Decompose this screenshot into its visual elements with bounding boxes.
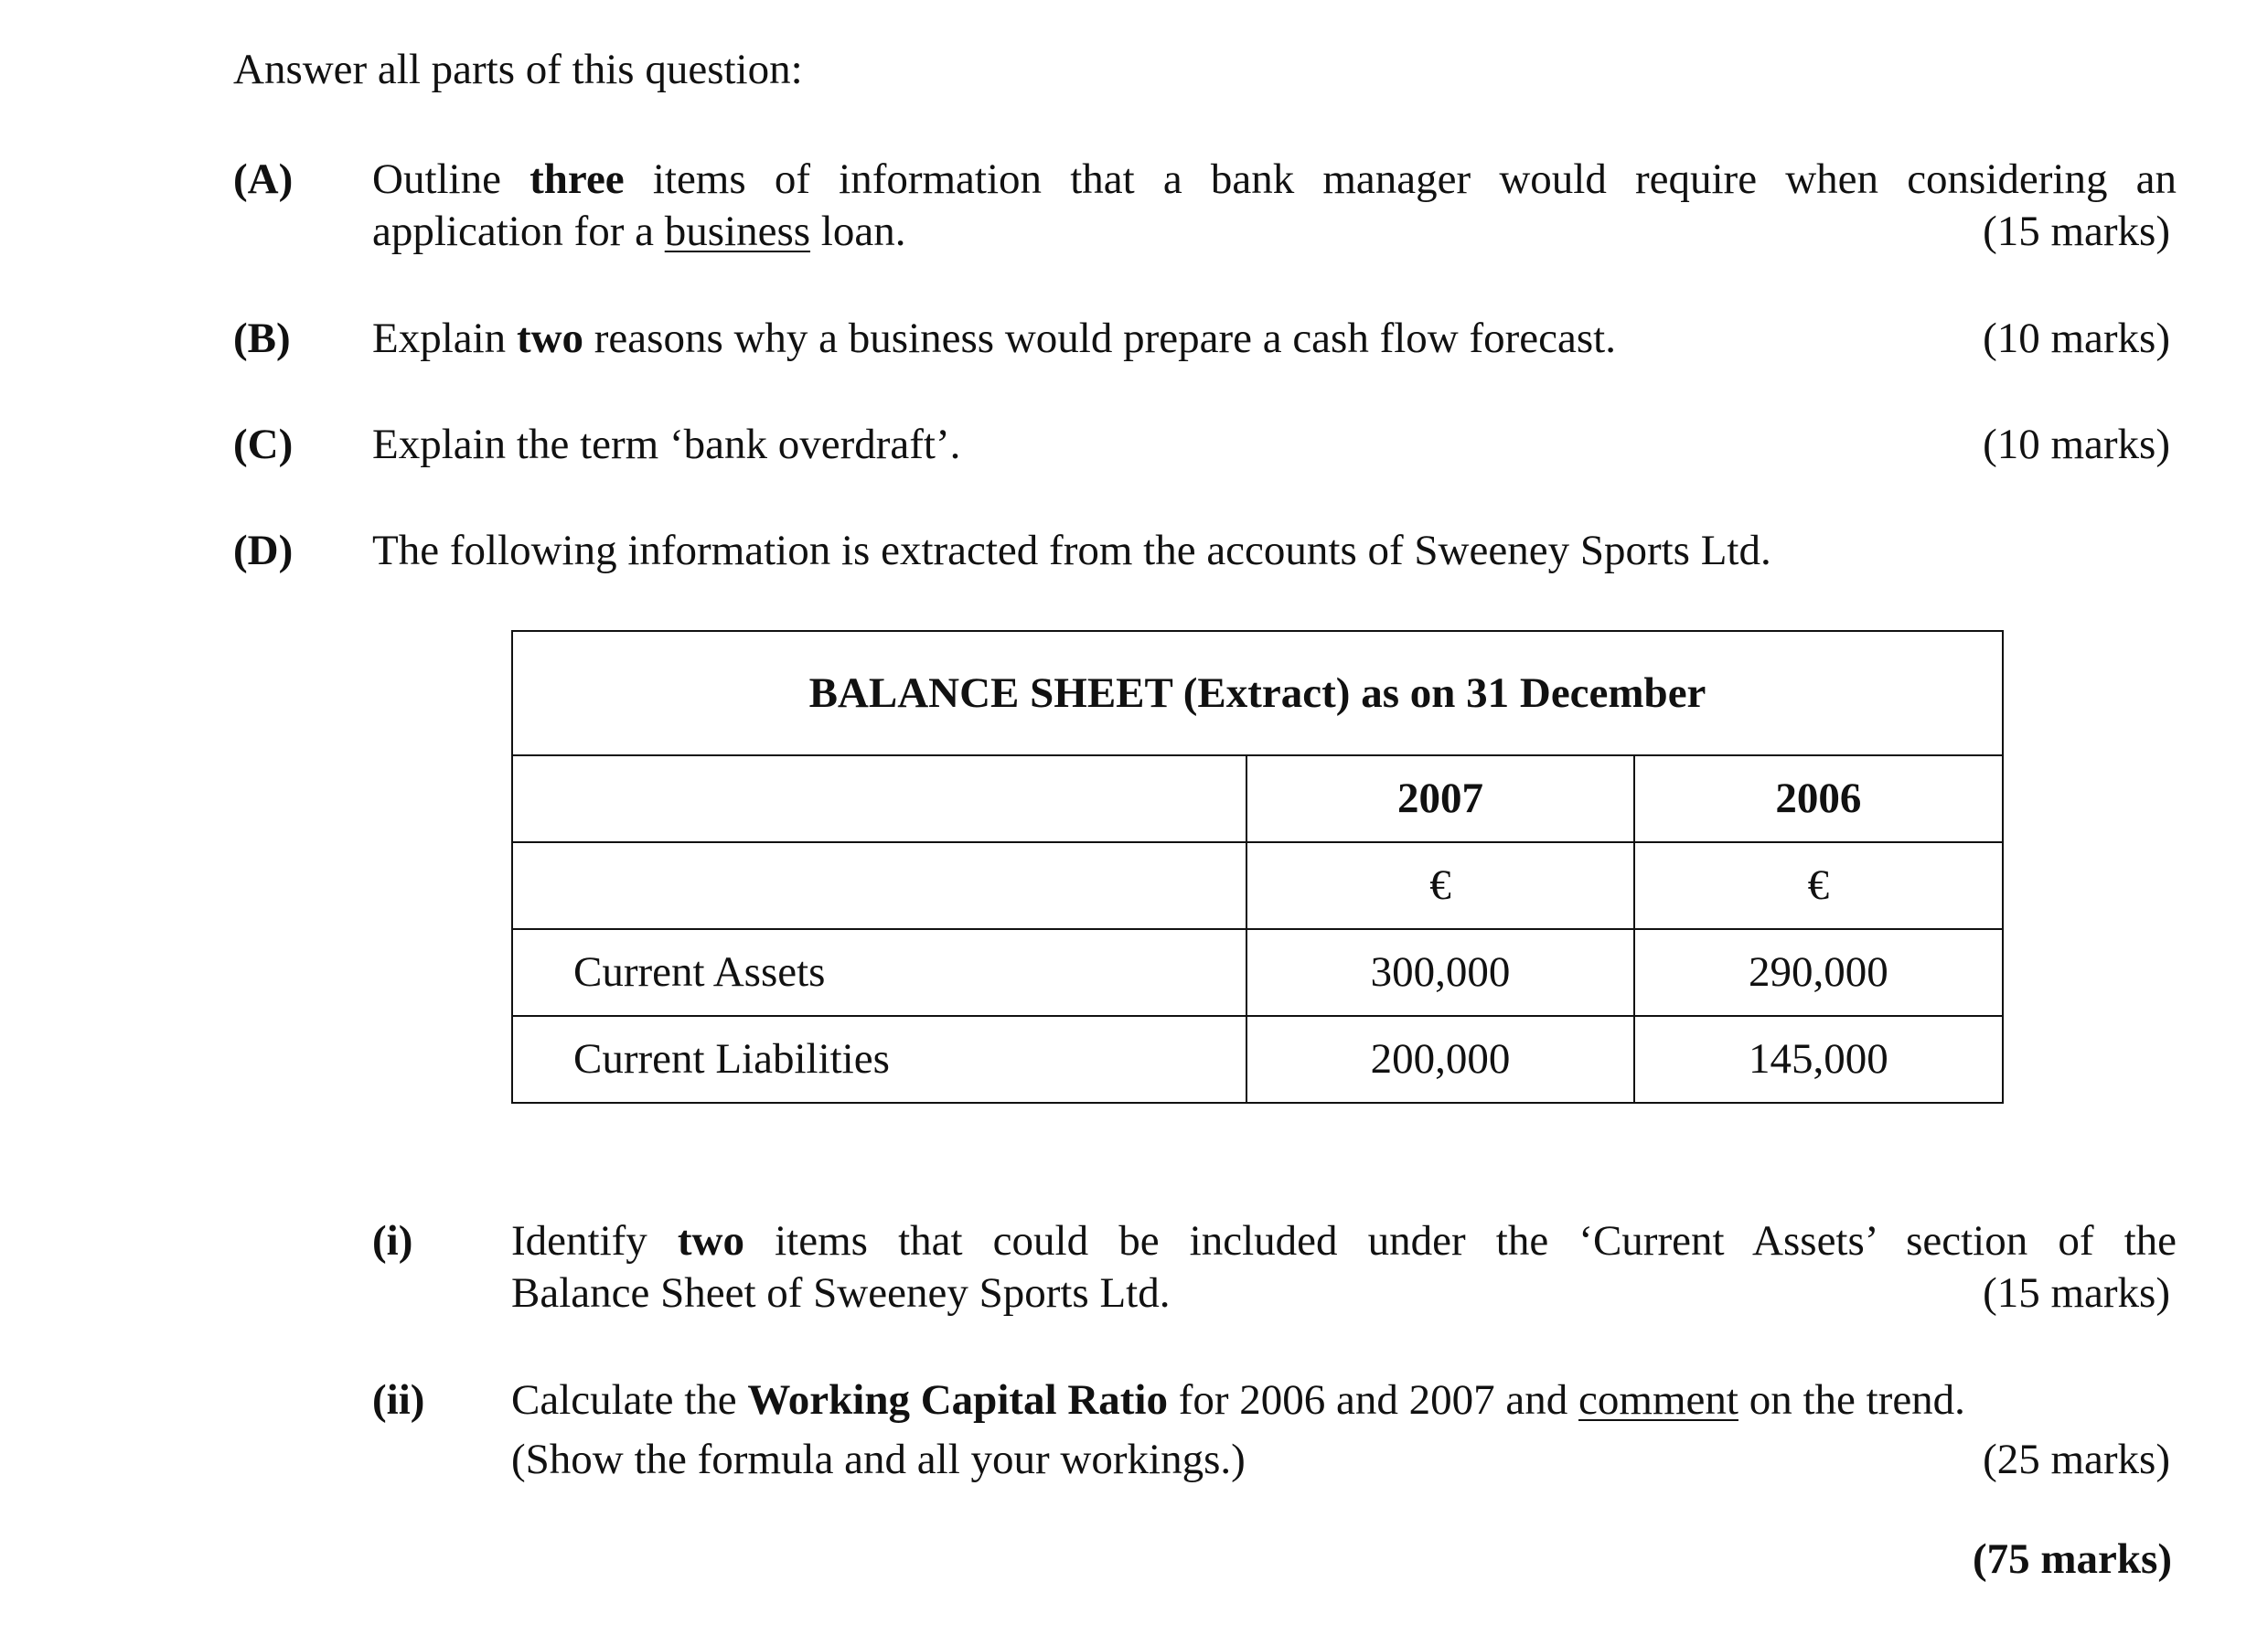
part-a-marks: (15 marks) — [1983, 208, 2170, 255]
part-a-emphasis: three — [530, 155, 625, 203]
part-b-marks: (10 marks) — [1983, 315, 2170, 362]
table-row — [512, 1016, 2003, 1103]
current-assets-2006: 290,000 — [1634, 929, 2003, 1016]
balance-sheet-table — [511, 630, 2004, 1104]
part-d-text: The following information is extracted from the accounts of Sweeney Sports Ltd. — [372, 527, 1771, 574]
row-label-current-assets: Current Assets — [512, 929, 1246, 1016]
part-a-underlined-word: business — [664, 208, 811, 255]
part-b-emphasis: two — [516, 315, 584, 362]
part-c-marks: (10 marks) — [1983, 421, 2170, 468]
part-a-label: (A) — [233, 155, 294, 203]
instruction-text: Answer all parts of this question: — [233, 46, 803, 93]
part-c-label: (C) — [233, 421, 294, 468]
row-label-current-liabilities: Current Liabilities — [512, 1016, 1246, 1103]
subpart-i-marks: (15 marks) — [1983, 1269, 2170, 1317]
part-b-text: Explain two reasons why a business would prepare a cash flow forecast. — [372, 315, 1616, 362]
part-b-label: (B) — [233, 315, 291, 362]
year-header-row — [512, 755, 2003, 842]
empty-header-cell — [512, 755, 1246, 842]
year-2006-header: 2006 — [1634, 755, 2003, 842]
currency-2006: € — [1634, 842, 2003, 929]
balance-sheet-title: BALANCE SHEET (Extract) as on 31 December — [512, 631, 2003, 755]
subpart-i-label: (i) — [372, 1217, 413, 1265]
subpart-ii-text-line2: (Show the formula and all your workings.) — [511, 1436, 1246, 1483]
current-assets-2007: 300,000 — [1246, 929, 1634, 1016]
empty-currency-cell — [512, 842, 1246, 929]
part-a-text-line2: application for a business loan. — [372, 208, 906, 255]
subpart-ii-underlined-word: comment — [1578, 1376, 1738, 1424]
subpart-ii-emphasis: Working Capital Ratio — [747, 1376, 1168, 1424]
subpart-ii-label: (ii) — [372, 1376, 425, 1424]
subpart-i-emphasis: two — [677, 1217, 744, 1265]
subpart-ii-marks: (25 marks) — [1983, 1436, 2170, 1483]
current-liabilities-2007: 200,000 — [1246, 1016, 1634, 1103]
table-row — [512, 929, 2003, 1016]
part-a-text-line1: Outline three items of information that a bank manager would require when considering an — [372, 155, 2177, 203]
total-marks: (75 marks) — [1973, 1535, 2172, 1583]
subpart-i-text-line1: Identify two items that could be included under the ‘Current Assets’ section of the — [511, 1217, 2177, 1265]
subpart-i-text-line2: Balance Sheet of Sweeney Sports Ltd. — [511, 1269, 1171, 1317]
part-c-text: Explain the term ‘bank overdraft’. — [372, 421, 961, 468]
currency-row — [512, 842, 2003, 929]
balance-sheet-title-row — [512, 631, 2003, 755]
part-d-label: (D) — [233, 527, 294, 574]
year-2007-header: 2007 — [1246, 755, 1634, 842]
subpart-ii-text-line1: Calculate the Working Capital Ratio for 2006 and 2007 and comment on the trend. — [511, 1376, 1965, 1424]
currency-2007: € — [1246, 842, 1634, 929]
current-liabilities-2006: 145,000 — [1634, 1016, 2003, 1103]
